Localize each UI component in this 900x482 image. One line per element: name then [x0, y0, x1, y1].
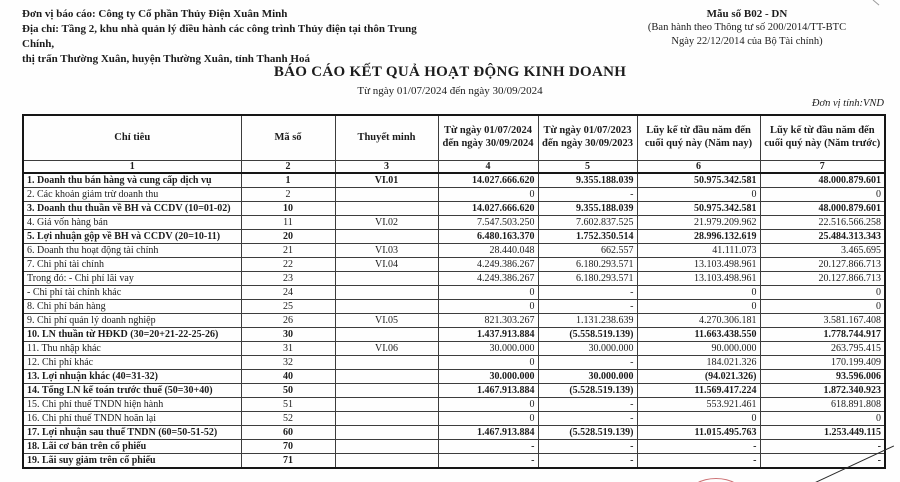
col-header-prior-quarter: Từ ngày 01/07/2023 đến ngày 30/09/2023 — [538, 115, 637, 160]
row-value-prior-quarter: 6.180.293.571 — [538, 272, 637, 286]
row-label: 12. Chi phí khác — [23, 356, 241, 370]
row-label: 9. Chi phí quản lý doanh nghiệp — [23, 314, 241, 328]
row-value-current-quarter: 30.000.000 — [438, 370, 538, 384]
row-value-ytd-current: 0 — [637, 412, 760, 426]
table-row — [23, 314, 885, 328]
row-value-prior-quarter: - — [538, 412, 637, 426]
row-value-current-quarter: 0 — [438, 356, 538, 370]
row-code: 10 — [241, 202, 335, 216]
circular-reference-line-1: (Ban hành theo Thông tư số 200/2014/TT-BTC — [647, 22, 847, 33]
row-value-prior-quarter: 7.602.837.525 — [538, 216, 637, 230]
table-row — [23, 188, 885, 202]
row-label: 19. Lãi suy giảm trên cổ phiếu — [23, 454, 241, 469]
row-code: 71 — [241, 454, 335, 469]
row-value-ytd-prior: 20.127.866.713 — [760, 258, 885, 272]
row-value-current-quarter: 1.437.913.884 — [438, 328, 538, 342]
row-value-ytd-prior: 1.253.449.115 — [760, 426, 885, 440]
col-number: 2 — [241, 160, 335, 173]
row-value-current-quarter: 0 — [438, 286, 538, 300]
row-label: 3. Doanh thu thuần về BH và CCDV (10=01-02) — [23, 202, 241, 216]
row-value-current-quarter: 14.027.666.620 — [438, 202, 538, 216]
row-note: VI.02 — [335, 216, 438, 230]
row-code: 51 — [241, 398, 335, 412]
row-value-ytd-prior: 0 — [760, 286, 885, 300]
table-row — [23, 370, 885, 384]
row-value-ytd-prior: 0 — [760, 412, 885, 426]
row-value-current-quarter: 4.249.386.267 — [438, 272, 538, 286]
row-code: 50 — [241, 384, 335, 398]
row-value-ytd-prior: 48.000.879.601 — [760, 173, 885, 188]
address-line-2: thị trấn Thường Xuân, huyện Thường Xuân, tỉnh Thanh Hoá — [22, 53, 310, 65]
row-label: 17. Lợi nhuận sau thuế TNDN (60=50-51-52) — [23, 426, 241, 440]
table-row — [23, 202, 885, 216]
col-header-ytd-prior: Lũy kế từ đầu năm đến cuối quý này (Năm trước) — [760, 115, 885, 160]
row-note — [335, 426, 438, 440]
row-note — [335, 412, 438, 426]
table-row — [23, 328, 885, 342]
row-value-prior-quarter: 30.000.000 — [538, 370, 637, 384]
row-value-current-quarter: 6.480.163.370 — [438, 230, 538, 244]
row-value-ytd-current: 11.663.438.550 — [637, 328, 760, 342]
row-value-current-quarter: 1.467.913.884 — [438, 384, 538, 398]
row-value-ytd-prior: 20.127.866.713 — [760, 272, 885, 286]
row-value-prior-quarter: 9.355.188.039 — [538, 202, 637, 216]
col-number: 6 — [637, 160, 760, 173]
row-value-ytd-current: 11.015.495.763 — [637, 426, 760, 440]
table-row — [23, 216, 885, 230]
table-row — [23, 356, 885, 370]
reporting-entity-block — [22, 7, 442, 67]
row-value-ytd-current: 184.021.326 — [637, 356, 760, 370]
row-value-ytd-current: 553.921.461 — [637, 398, 760, 412]
col-header-ma-so: Mã số — [241, 115, 335, 160]
row-value-ytd-prior: 0 — [760, 188, 885, 202]
table-row — [23, 426, 885, 440]
row-value-ytd-current: - — [637, 440, 760, 454]
row-label: 1. Doanh thu bán hàng và cung cấp dịch vụ — [23, 173, 241, 188]
col-header-chi-tieu: Chỉ tiêu — [23, 115, 241, 160]
row-value-current-quarter: 0 — [438, 412, 538, 426]
col-header-current-quarter: Từ ngày 01/07/2024 đến ngày 30/09/2024 — [438, 115, 538, 160]
row-value-ytd-current: 21.979.209.962 — [637, 216, 760, 230]
row-value-prior-quarter: - — [538, 286, 637, 300]
row-value-prior-quarter: (5.558.519.139) — [538, 328, 637, 342]
col-number: 4 — [438, 160, 538, 173]
table-row — [23, 398, 885, 412]
row-label: 18. Lãi cơ bản trên cổ phiếu — [23, 440, 241, 454]
row-value-prior-quarter: 1.752.350.514 — [538, 230, 637, 244]
report-title: BÁO CÁO KẾT QUẢ HOẠT ĐỘNG KINH DOANH — [273, 64, 627, 80]
row-value-prior-quarter: - — [538, 188, 637, 202]
red-stamp-arc — [688, 478, 744, 482]
row-label: 14. Tổng LN kế toán trước thuế (50=30+40) — [23, 384, 241, 398]
address-line-1: Địa chỉ: Tầng 2, khu nhà quản lý điều hành các công trình Thủy điện tại thôn Trung Chính, — [22, 23, 417, 50]
row-label: 16. Chi phí thuế TNDN hoãn lại — [23, 412, 241, 426]
row-code: 1 — [241, 173, 335, 188]
row-note — [335, 286, 438, 300]
row-note: VI.04 — [335, 258, 438, 272]
currency-unit-label: Đơn vị tính:VND — [811, 98, 884, 109]
row-value-ytd-prior: 3.581.167.408 — [760, 314, 885, 328]
row-note — [335, 230, 438, 244]
row-value-current-quarter: 1.467.913.884 — [438, 426, 538, 440]
row-value-ytd-prior: 22.516.566.258 — [760, 216, 885, 230]
row-code: 40 — [241, 370, 335, 384]
row-label: 5. Lợi nhuận gộp về BH và CCDV (20=10-11) — [23, 230, 241, 244]
row-label: Trong đó: - Chi phí lãi vay — [23, 272, 241, 286]
row-value-prior-quarter: - — [538, 300, 637, 314]
row-value-current-quarter: 0 — [438, 188, 538, 202]
circular-reference-line-2: Ngày 22/12/2014 của Bộ Tài chính) — [671, 36, 823, 47]
row-value-prior-quarter: - — [538, 440, 637, 454]
row-value-ytd-current: 13.103.498.961 — [637, 258, 760, 272]
row-code: 70 — [241, 440, 335, 454]
report-period: Từ ngày 01/07/2024 đến ngày 30/09/2024 — [357, 85, 543, 97]
row-value-ytd-current: 13.103.498.961 — [637, 272, 760, 286]
row-value-prior-quarter: 662.557 — [538, 244, 637, 258]
col-header-ytd-current: Lũy kế từ đầu năm đến cuối quý này (Năm nay) — [637, 115, 760, 160]
row-value-current-quarter: 7.547.503.250 — [438, 216, 538, 230]
table-row — [23, 272, 885, 286]
table-row — [23, 454, 885, 469]
row-value-prior-quarter: 1.131.238.639 — [538, 314, 637, 328]
row-note — [335, 188, 438, 202]
row-value-ytd-current: 28.996.132.619 — [637, 230, 760, 244]
row-value-prior-quarter: - — [538, 356, 637, 370]
row-value-prior-quarter: (5.528.519.139) — [538, 384, 637, 398]
table-row — [23, 384, 885, 398]
form-number-block — [602, 7, 892, 49]
col-number: 5 — [538, 160, 637, 173]
row-value-current-quarter: 4.249.386.267 — [438, 258, 538, 272]
row-value-prior-quarter: 9.355.188.039 — [538, 173, 637, 188]
row-value-ytd-prior: 170.199.409 — [760, 356, 885, 370]
table-row — [23, 342, 885, 356]
row-code: 24 — [241, 286, 335, 300]
row-note: VI.05 — [335, 314, 438, 328]
col-number: 1 — [23, 160, 241, 173]
row-code: 21 — [241, 244, 335, 258]
row-value-current-quarter: - — [438, 454, 538, 469]
row-value-current-quarter: - — [438, 440, 538, 454]
column-number-row — [23, 160, 885, 173]
row-code: 22 — [241, 258, 335, 272]
row-label: 7. Chi phí tài chính — [23, 258, 241, 272]
row-code: 26 — [241, 314, 335, 328]
row-note — [335, 202, 438, 216]
reporting-entity-line: Đơn vị báo cáo: Công ty Cổ phần Thủy Điện Xuân Minh — [22, 8, 288, 20]
row-code: 25 — [241, 300, 335, 314]
income-statement-table — [22, 114, 886, 469]
table-row — [23, 440, 885, 454]
row-value-current-quarter: 0 — [438, 398, 538, 412]
table-body — [23, 173, 885, 468]
row-value-ytd-prior: 0 — [760, 300, 885, 314]
row-label: 8. Chi phí bán hàng — [23, 300, 241, 314]
row-value-prior-quarter: - — [538, 398, 637, 412]
row-value-ytd-prior: 263.795.415 — [760, 342, 885, 356]
row-value-current-quarter: 14.027.666.620 — [438, 173, 538, 188]
row-code: 23 — [241, 272, 335, 286]
row-value-ytd-prior: 25.484.313.343 — [760, 230, 885, 244]
row-value-ytd-prior: 1.778.744.917 — [760, 328, 885, 342]
row-label: 10. LN thuần từ HĐKD (30=20+21-22-25-26) — [23, 328, 241, 342]
row-label: 15. Chi phí thuế TNDN hiện hành — [23, 398, 241, 412]
row-note — [335, 398, 438, 412]
row-value-ytd-current: 50.975.342.581 — [637, 202, 760, 216]
table-row — [23, 412, 885, 426]
row-note — [335, 356, 438, 370]
row-note — [335, 440, 438, 454]
row-value-current-quarter: 28.440.048 — [438, 244, 538, 258]
row-code: 52 — [241, 412, 335, 426]
table-row — [23, 230, 885, 244]
row-note — [335, 272, 438, 286]
col-number: 7 — [760, 160, 885, 173]
row-code: 60 — [241, 426, 335, 440]
row-value-ytd-prior: 48.000.879.601 — [760, 202, 885, 216]
row-value-ytd-current: - — [637, 454, 760, 469]
row-label: 13. Lợi nhuận khác (40=31-32) — [23, 370, 241, 384]
row-code: 32 — [241, 356, 335, 370]
table-row — [23, 244, 885, 258]
table-header-row — [23, 115, 885, 160]
col-header-thuyet-minh: Thuyết minh — [335, 115, 438, 160]
row-code: 31 — [241, 342, 335, 356]
row-value-prior-quarter: 6.180.293.571 — [538, 258, 637, 272]
table-row — [23, 300, 885, 314]
table-row — [23, 173, 885, 188]
row-note: VI.06 — [335, 342, 438, 356]
row-code: 11 — [241, 216, 335, 230]
row-value-ytd-prior: 1.872.340.923 — [760, 384, 885, 398]
row-value-ytd-current: 4.270.306.181 — [637, 314, 760, 328]
row-label: 2. Các khoản giảm trừ doanh thu — [23, 188, 241, 202]
row-code: 30 — [241, 328, 335, 342]
row-value-current-quarter: 0 — [438, 300, 538, 314]
row-code: 2 — [241, 188, 335, 202]
row-note — [335, 370, 438, 384]
row-label: 6. Doanh thu hoạt động tài chính — [23, 244, 241, 258]
row-value-ytd-current: 0 — [637, 188, 760, 202]
row-note — [335, 384, 438, 398]
row-label: - Chi phí tài chính khác — [23, 286, 241, 300]
row-note: VI.03 — [335, 244, 438, 258]
row-value-ytd-current: 90.000.000 — [637, 342, 760, 356]
row-value-current-quarter: 821.303.267 — [438, 314, 538, 328]
row-value-ytd-prior: - — [760, 440, 885, 454]
row-value-ytd-prior: - — [760, 454, 885, 469]
col-number: 3 — [335, 160, 438, 173]
row-note: VI.01 — [335, 173, 438, 188]
row-value-ytd-prior: 93.596.006 — [760, 370, 885, 384]
row-value-ytd-current: 41.111.073 — [637, 244, 760, 258]
table-row — [23, 286, 885, 300]
row-note — [335, 300, 438, 314]
row-value-prior-quarter: 30.000.000 — [538, 342, 637, 356]
row-value-ytd-current: (94.021.326) — [637, 370, 760, 384]
row-value-current-quarter: 30.000.000 — [438, 342, 538, 356]
row-note — [335, 328, 438, 342]
row-value-ytd-prior: 3.465.695 — [760, 244, 885, 258]
row-value-ytd-current: 50.975.342.581 — [637, 173, 760, 188]
corner-pen-mark — [873, 0, 880, 5]
row-value-ytd-current: 0 — [637, 286, 760, 300]
row-code: 20 — [241, 230, 335, 244]
row-value-ytd-current: 11.569.417.224 — [637, 384, 760, 398]
row-value-ytd-prior: 618.891.808 — [760, 398, 885, 412]
row-value-ytd-current: 0 — [637, 300, 760, 314]
row-value-prior-quarter: (5.528.519.139) — [538, 426, 637, 440]
form-number: Mẫu số B02 - DN — [706, 8, 788, 20]
row-note — [335, 454, 438, 469]
row-label: 4. Giá vốn hàng bán — [23, 216, 241, 230]
table-row — [23, 258, 885, 272]
row-label: 11. Thu nhập khác — [23, 342, 241, 356]
row-value-prior-quarter: - — [538, 454, 637, 469]
